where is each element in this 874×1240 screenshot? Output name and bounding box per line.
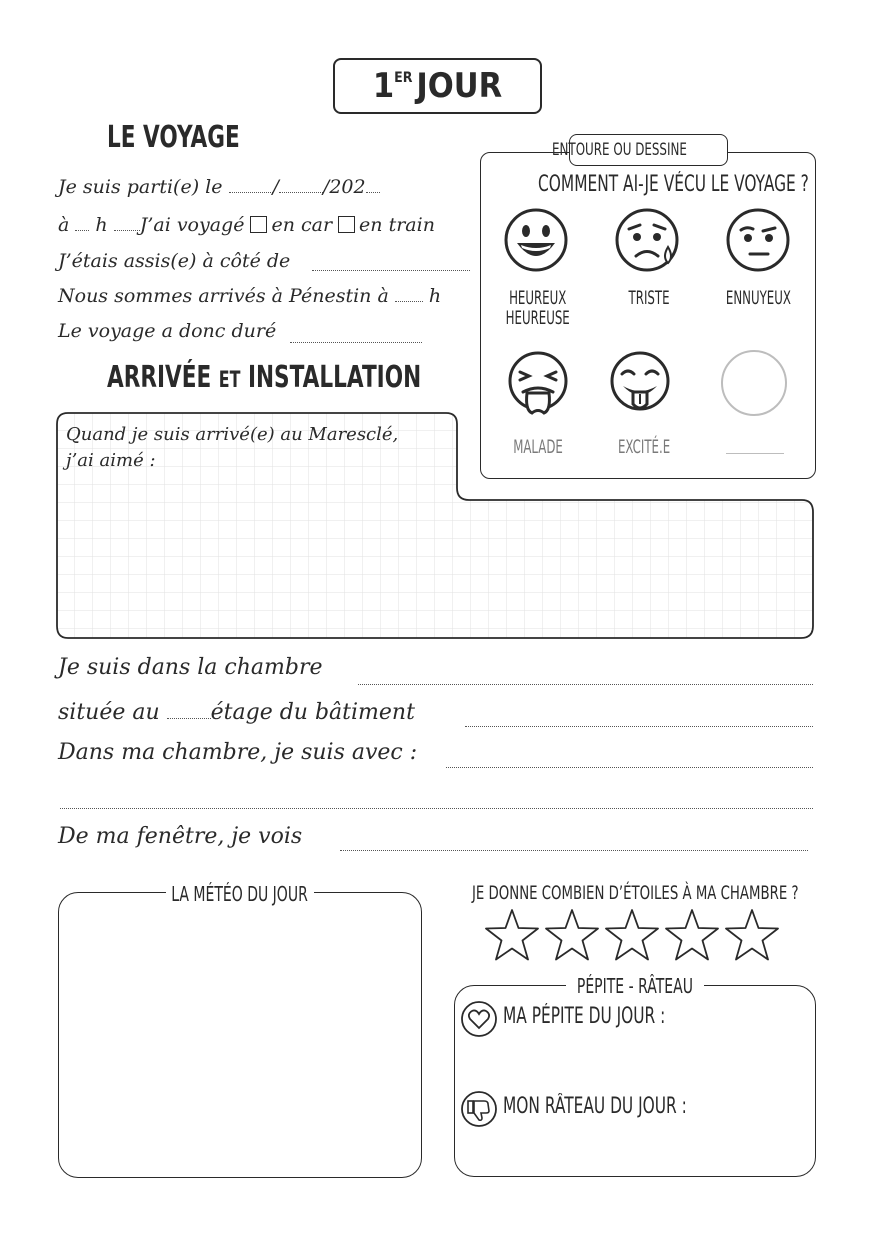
- departure-year-field[interactable]: [366, 192, 380, 193]
- mood-label-sad: [599, 288, 699, 308]
- excited-label: EXCITÉ.E: [617, 436, 671, 458]
- departure-line: [58, 176, 380, 198]
- pepite-legend: [566, 974, 704, 998]
- mood-question-wrap: [480, 172, 814, 197]
- seatmate-label: J’étais assis(e) à côté de: [58, 250, 291, 272]
- sad-label: TRISTE: [628, 287, 670, 309]
- arrival-prompt-line1: Quand je suis arrivé(e) au Maresclé,: [66, 424, 399, 445]
- room-number-field[interactable]: [358, 684, 813, 685]
- weather-label: LA MÉTÉO DU JOUR: [171, 882, 309, 906]
- arrival-hour-unit: h: [428, 285, 442, 307]
- departure-hour-field[interactable]: [75, 230, 89, 231]
- star-5-icon[interactable]: [724, 908, 780, 962]
- departure-time-line: [58, 214, 435, 236]
- pepite-text: MA PÉPITE DU JOUR :: [503, 1004, 666, 1029]
- day-title-box: [333, 58, 542, 114]
- bus-label: en car: [271, 214, 333, 236]
- sad-face-icon[interactable]: [614, 207, 680, 277]
- arrival-prompt-line2: j’ai aimé :: [66, 450, 156, 471]
- pepite-label-wrap: [454, 974, 816, 998]
- train-label: en train: [359, 214, 435, 236]
- rateau-text: MON RÂTEAU DU JOUR :: [503, 1094, 687, 1119]
- floor-field[interactable]: [167, 718, 211, 719]
- roommates-label: Dans ma chambre, je suis avec :: [58, 740, 418, 765]
- window-view-label: De ma fenêtre, je vois: [58, 824, 303, 849]
- arrival-hour-field[interactable]: [395, 301, 423, 302]
- mood-question: COMMENT AI-JE VÉCU LE VOYAGE ?: [538, 172, 809, 197]
- pepite-label: PÉPITE - RÂTEAU: [576, 974, 694, 998]
- day-number: 1: [372, 66, 395, 106]
- heart-icon: [460, 1000, 498, 1042]
- floor-line: [58, 700, 415, 725]
- voyage-heading: LE VOYAGE: [107, 120, 240, 155]
- happy-label: HEUREUX: [509, 287, 567, 309]
- bus-checkbox[interactable]: [250, 216, 267, 233]
- arrival-heading: [107, 360, 421, 395]
- building-field[interactable]: [465, 726, 813, 727]
- date-year-prefix: /202: [322, 176, 366, 198]
- departure-label: Je suis parti(e) le: [58, 176, 223, 198]
- mood-label-happy: [488, 288, 588, 328]
- custom-mood-circle[interactable]: [720, 349, 788, 421]
- star-2-icon[interactable]: [544, 908, 600, 962]
- bored-label: ENNUYEUX: [725, 287, 791, 309]
- mood-label-bored: [708, 288, 808, 308]
- weather-legend: [166, 882, 313, 906]
- duration-field[interactable]: [290, 342, 422, 343]
- roommates-field[interactable]: [446, 767, 813, 768]
- arrival-heading-part1: ARRIVÉE: [107, 360, 212, 395]
- time-prefix: à: [58, 214, 70, 236]
- sick-face-icon[interactable]: [505, 350, 571, 420]
- train-checkbox[interactable]: [338, 216, 355, 233]
- star-3-icon[interactable]: [604, 908, 660, 962]
- seatmate-field[interactable]: [312, 270, 470, 271]
- star-4-icon[interactable]: [664, 908, 720, 962]
- seatmate-line: [58, 250, 290, 272]
- weather-box[interactable]: [58, 892, 422, 1178]
- duration-line: [58, 320, 276, 342]
- building-label: étage du bâtiment: [210, 700, 415, 725]
- duration-label: Le voyage a donc duré: [58, 320, 277, 342]
- hour-unit: h: [95, 214, 108, 236]
- happy-face-icon[interactable]: [503, 207, 569, 277]
- floor-label: située au: [58, 700, 160, 725]
- pepite-field[interactable]: [503, 1060, 803, 1061]
- departure-month-field[interactable]: [279, 192, 323, 193]
- rating-question: JE DONNE COMBIEN D’ÉTOILES À MA CHAMBRE ?: [471, 882, 799, 904]
- day-suffix: ER: [394, 70, 413, 86]
- arrival-heading-part3: INSTALLATION: [247, 360, 422, 395]
- thumbs-down-icon: [460, 1090, 498, 1132]
- rating-question-wrap: [455, 882, 815, 904]
- date-sep-1: /: [272, 176, 279, 198]
- rateau-field[interactable]: [503, 1150, 803, 1151]
- star-rating: [484, 908, 780, 962]
- excited-face-icon[interactable]: [607, 350, 673, 420]
- room-number-label: Je suis dans la chambre: [58, 655, 323, 680]
- departure-minute-field[interactable]: [114, 230, 140, 231]
- arrival-heading-part2: ET: [218, 368, 241, 393]
- traveled-label: J’ai voyagé: [139, 214, 245, 236]
- roommates-field-2[interactable]: [60, 808, 813, 809]
- window-view-field[interactable]: [340, 850, 808, 851]
- bored-face-icon[interactable]: [725, 207, 791, 277]
- weather-label-wrap: [58, 882, 422, 906]
- happy-label-2: HEUREUSE: [505, 307, 571, 329]
- mood-tab-label: ENTOURE OU DESSINE: [552, 140, 688, 160]
- arrival-time-label: Nous sommes arrivés à Pénestin à: [58, 285, 389, 307]
- mood-tab: [552, 134, 728, 166]
- sick-label: MALADE: [513, 436, 563, 458]
- star-1-icon[interactable]: [484, 908, 540, 962]
- departure-day-field[interactable]: [229, 192, 273, 193]
- arrival-writing-frame[interactable]: [56, 412, 818, 644]
- day-word: JOUR: [416, 66, 503, 106]
- arrival-time-line: [58, 285, 441, 307]
